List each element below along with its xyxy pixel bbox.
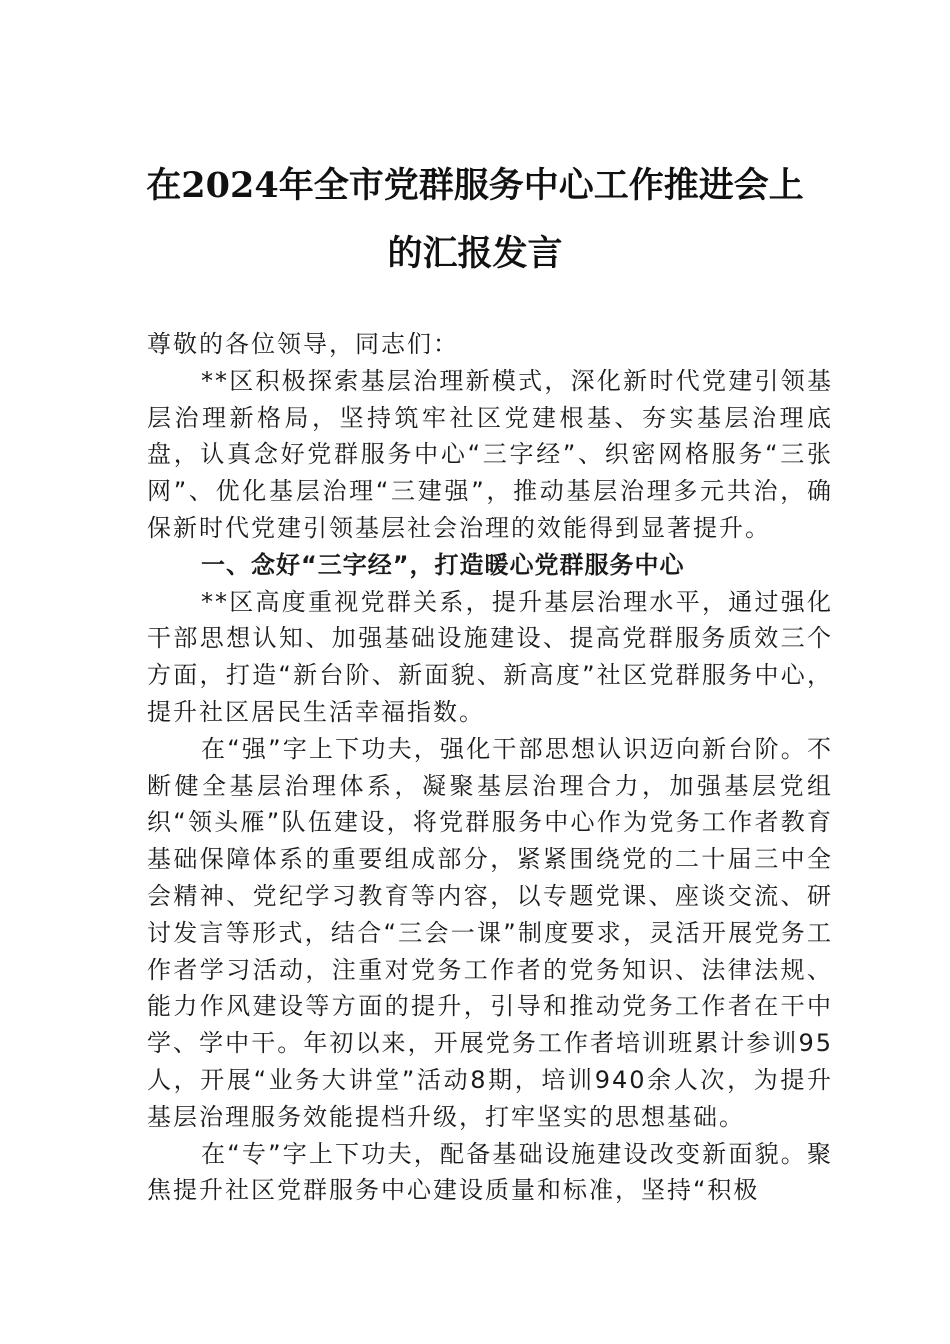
title-line-1: 在2024年全市党群服务中心工作推进会上 [146,165,804,206]
section-heading-1: 一、念好“三字经”，打造暖心党群服务中心 [201,550,685,579]
paragraph-qiang: 在“强”字上下功夫，强化干部思想认识迈向新台阶。不断健全基层治理体系，凝聚基层治理合力，加强基层党组织“领头雁”队伍建设，将党群服务中心作为党务工作者教育基础保障体系的重要组成部分，紧紧围绕党的二十届三中全会精神、党纪学习教育等内容，以专题党课、座谈交流、研讨发言等形式，结合“三会一课”制度要求，灵活开展党务工作者学习活动，注重对党务工作者的党务知识、法律法规、能力作风建设等方面的提升，引导和推动党务工作者在干中学、学中干。年初以来，开展党务工作者培训班累计参训95人，开展“业务大讲堂”活动8期，培训940余人次，为提升基层治理服务效能提档升级，打牢坚实的思想基础。 [147,734,833,1131]
document-body [147,326,833,1209]
salutation: 尊敬的各位领导，同志们： [147,330,459,358]
title-line-2: 的汇报发言 [387,233,563,274]
paragraph-intro: **区积极探索基层治理新模式，深化新时代党建引领基层治理新格局，坚持筑牢社区党建根基、夯实基层治理底盘，认真念好党群服务中心“三字经”、织密网格服务“三张网”、优化基层治理“三建强”，推动基层治理多元共治，确保新时代党建引领基层社会治理的效能得到显著提升。 [147,366,833,542]
document-title [120,152,830,288]
paragraph-section-1-overview: **区高度重视党群关系，提升基层治理水平，通过强化干部思想认知、加强基础设施建设、提高党群服务质效三个方面，打造“新台阶、新面貌、新高度”社区党群服务中心，提升社区居民生活幸福指数。 [147,587,833,726]
paragraph-zhuan: 在“专”字上下功夫，配备基础设施建设改变新面貌。聚焦提升社区党群服务中心建设质量和标准，坚持“积极 [147,1139,833,1205]
